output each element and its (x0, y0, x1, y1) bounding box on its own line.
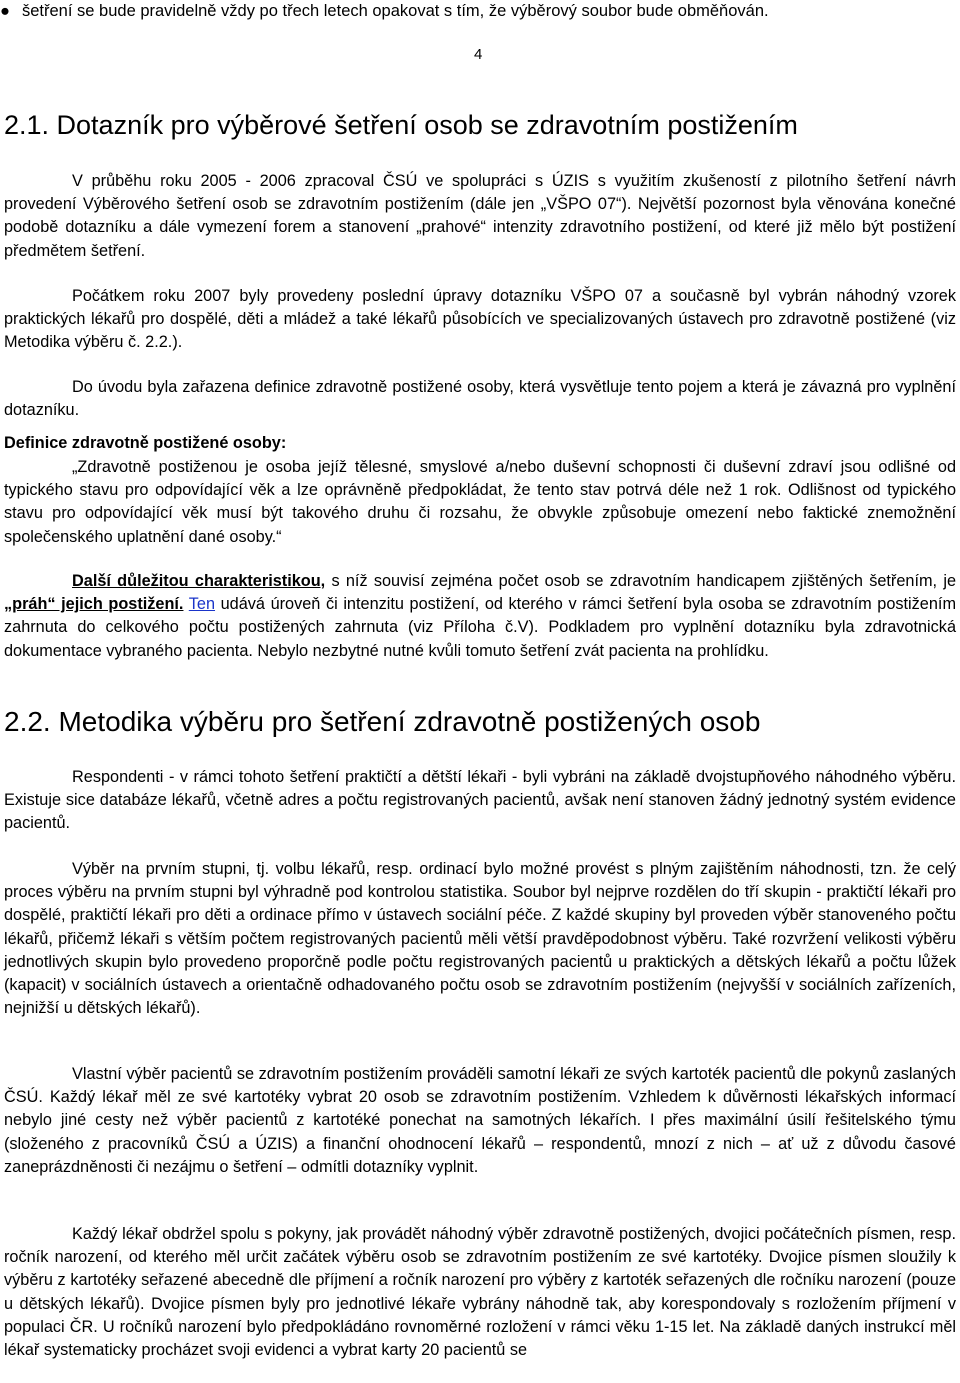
paragraph-text: Výběr na prvním stupni, tj. volbu lékařů, resp. ordinací bylo možné provést s plným zajištěním náhodnosti, tzn. že celý proces výběru na prvním stupni byl výhradně pod kontrolou statistika. Soubor byl nejprve rozdělen do tří skupin - praktičtí lékaři pro dospělé, praktičtí lékaři pro děti a ordinace přímo v ústavech sociální péče. Z každé skupiny byl proveden výběr stanoveného počtu lékařů, přičemž lékaři s větším počtem registrovaných pacientů měli větší pravděpodobnost výběru. Také rozvržení velikosti výběru jednotlivých skupin bylo provedeno proporčně podle počtu registrovaných pacientů u praktických a dětských lékařů a počtu lůžek (kapacit) v sociálních ústavech a orientačně odhadovaného počtu osob se zdravotním postižením (nejvyšší v sociálních zařízeních, nejnižší u dětských lékařů). (4, 860, 956, 1018)
paragraph-text: V průběhu roku 2005 - 2006 zpracoval ČSÚ ve spolupráci s ÚZIS s využitím zkušeností z pilotního šetření návrh provedení Výběrového šetření osob se zdravotním postižením (dále jen „VŠPO 07“). Největší pozornost byla věnována konečné podobě dotazníku a dále vymezení forem a stanovení „prahové“ intenzity zdravotního postižení, od které již mělo být postižení předmětem šetření. (4, 172, 956, 260)
definition-label (4, 432, 956, 455)
paragraph-text: udává úroveň či intenzitu postižení, od kterého v rámci šetření byla osoba se zdravotním postižením zahrnuta do celkového počtu postižených zahrnuta (viz Příloha č.V). Podkladem pro vyplnění dotazníku byla zdravotnická dokumentace vybraného pacienta. Nebylo nezbytné nutné kvůli tomuto šetření zvát pacienta na prohlídku. (4, 595, 957, 660)
bullet-icon: ● (0, 2, 10, 20)
paragraph (4, 376, 956, 422)
paragraph (4, 858, 956, 1020)
paragraph-text: Do úvodu byla zařazena definice zdravotně postižené osoby, která vysvětluje tento pojem a která je závazná pro vyplnění dotazníku. (4, 378, 956, 420)
definition-text (4, 456, 956, 549)
paragraph-text: Každý lékař obdržel spolu s pokyny, jak provádět náhodný výběr zdravotně postižených, dvojici počátečních písmen, resp. ročník narození, od kterého měl určit začátek výběru osob se zdravotním postižením ze své kartotéky. Dvojice písmen sloužily k výběru z kartotéky seřazené abecedně dle příjmení a ročník narození pro výběry z kartoték seřazených dle ročníku narození (pouze u dětských lékařů). Dvojice písmen byly pro jednotlivé lékaře vybrány náhodně tak, aby korespondovaly s rozložením příjmení v populaci ČR. U ročníků narození bylo předpokládáno rovnoměrné rozložení v rámci věku 1-15 let. Na základě daných instrukcí měl lékař systematicky procházet svoji evidenci a vybrat karty 20 pacientů se (4, 1225, 956, 1360)
bullet-text: šetření se bude pravidelně vždy po třech letech opakovat s tím, že výběrový soubor bude obměňován. (22, 2, 769, 20)
paragraph (4, 570, 956, 663)
paragraph (4, 170, 956, 263)
paragraph-text: Respondenti - v rámci tohoto šetření praktičtí a dětští lékaři - byli vybráni na základě dvojstupňového náhodného výběru. Existuje sice databáze lékařů, včetně adres a počtu registrovaných pacientů, avšak není stanoven žádný jednotný systém evidence pacientů. (4, 768, 956, 833)
hyperlink[interactable]: Ten (188, 595, 216, 614)
emphasis-text: „práh“ jejich postižení. (4, 595, 184, 614)
paragraph (4, 285, 956, 355)
bullet-item (0, 0, 960, 22)
paragraph-text: s níž souvisí zejména počet osob se zdravotním handicapem zjištěných šetřením, je (325, 572, 957, 590)
paragraph-text: Počátkem roku 2007 byly provedeny poslední úpravy dotazníku VŠPO 07 a současně byl vybrán náhodný vzorek praktických lékařů pro dospělé, děti a mládež a také lékařů působících ve specializovaných ústavech pro zdravotně postižené (viz Metodika výběru č. 2.2.). (4, 287, 956, 352)
emphasis-text: Další důležitou charakteristikou, (72, 572, 326, 590)
section-heading-2-2: 2.2. Metodika výběru pro šetření zdravotně postižených osob (4, 706, 761, 737)
paragraph-text: Vlastní výběr pacientů se zdravotním postižením prováděli samotní lékaři ze svých kartoték pacientů dle pokynů zaslaných ČSÚ. Každý lékař měl ze své kartotéky vybrat 20 osob se zdravotním postižením. Vzhledem k důvěrnosti lékařských informací nebylo jiné cesty než výběr pacientů z kartotéké ponechat na samotných lékařích. I přes maximální úsilí řešitelského týmu (složeného z pracovníků ČSÚ a ÚZIS) a finanční ohodnocení lékařů – respondentů, mnozí z nich – ať už z důvodu časové zaneprázdněnosti či nezájmu o šetření – odmítli dotazníky vyplnit. (4, 1065, 956, 1176)
paragraph (4, 1223, 956, 1362)
definition-body: „Zdravotně postiženou je osoba jejíž tělesné, smyslové a/nebo duševní schopnosti či duševní zdraví jsou odlišné od typického stavu pro odpovídající věk a lze oprávněně předpokládat, že tento stav potrvá déle než 1 rok. Odlišnost od typického stavu pro odpovídající věk musí být takového druhu či rozsahu, že obvykle způsobuje omezení nebo faktické znemožnění společenského uplatnění dané osoby.“ (4, 458, 956, 546)
section-heading-2-1: 2.1. Dotazník pro výběrové šetření osob se zdravotním postižením (4, 110, 798, 140)
paragraph (4, 1063, 956, 1179)
definition-label-text: Definice zdravotně postižené osoby: (4, 434, 287, 452)
page-number: 4 (474, 46, 483, 63)
paragraph (4, 766, 956, 836)
